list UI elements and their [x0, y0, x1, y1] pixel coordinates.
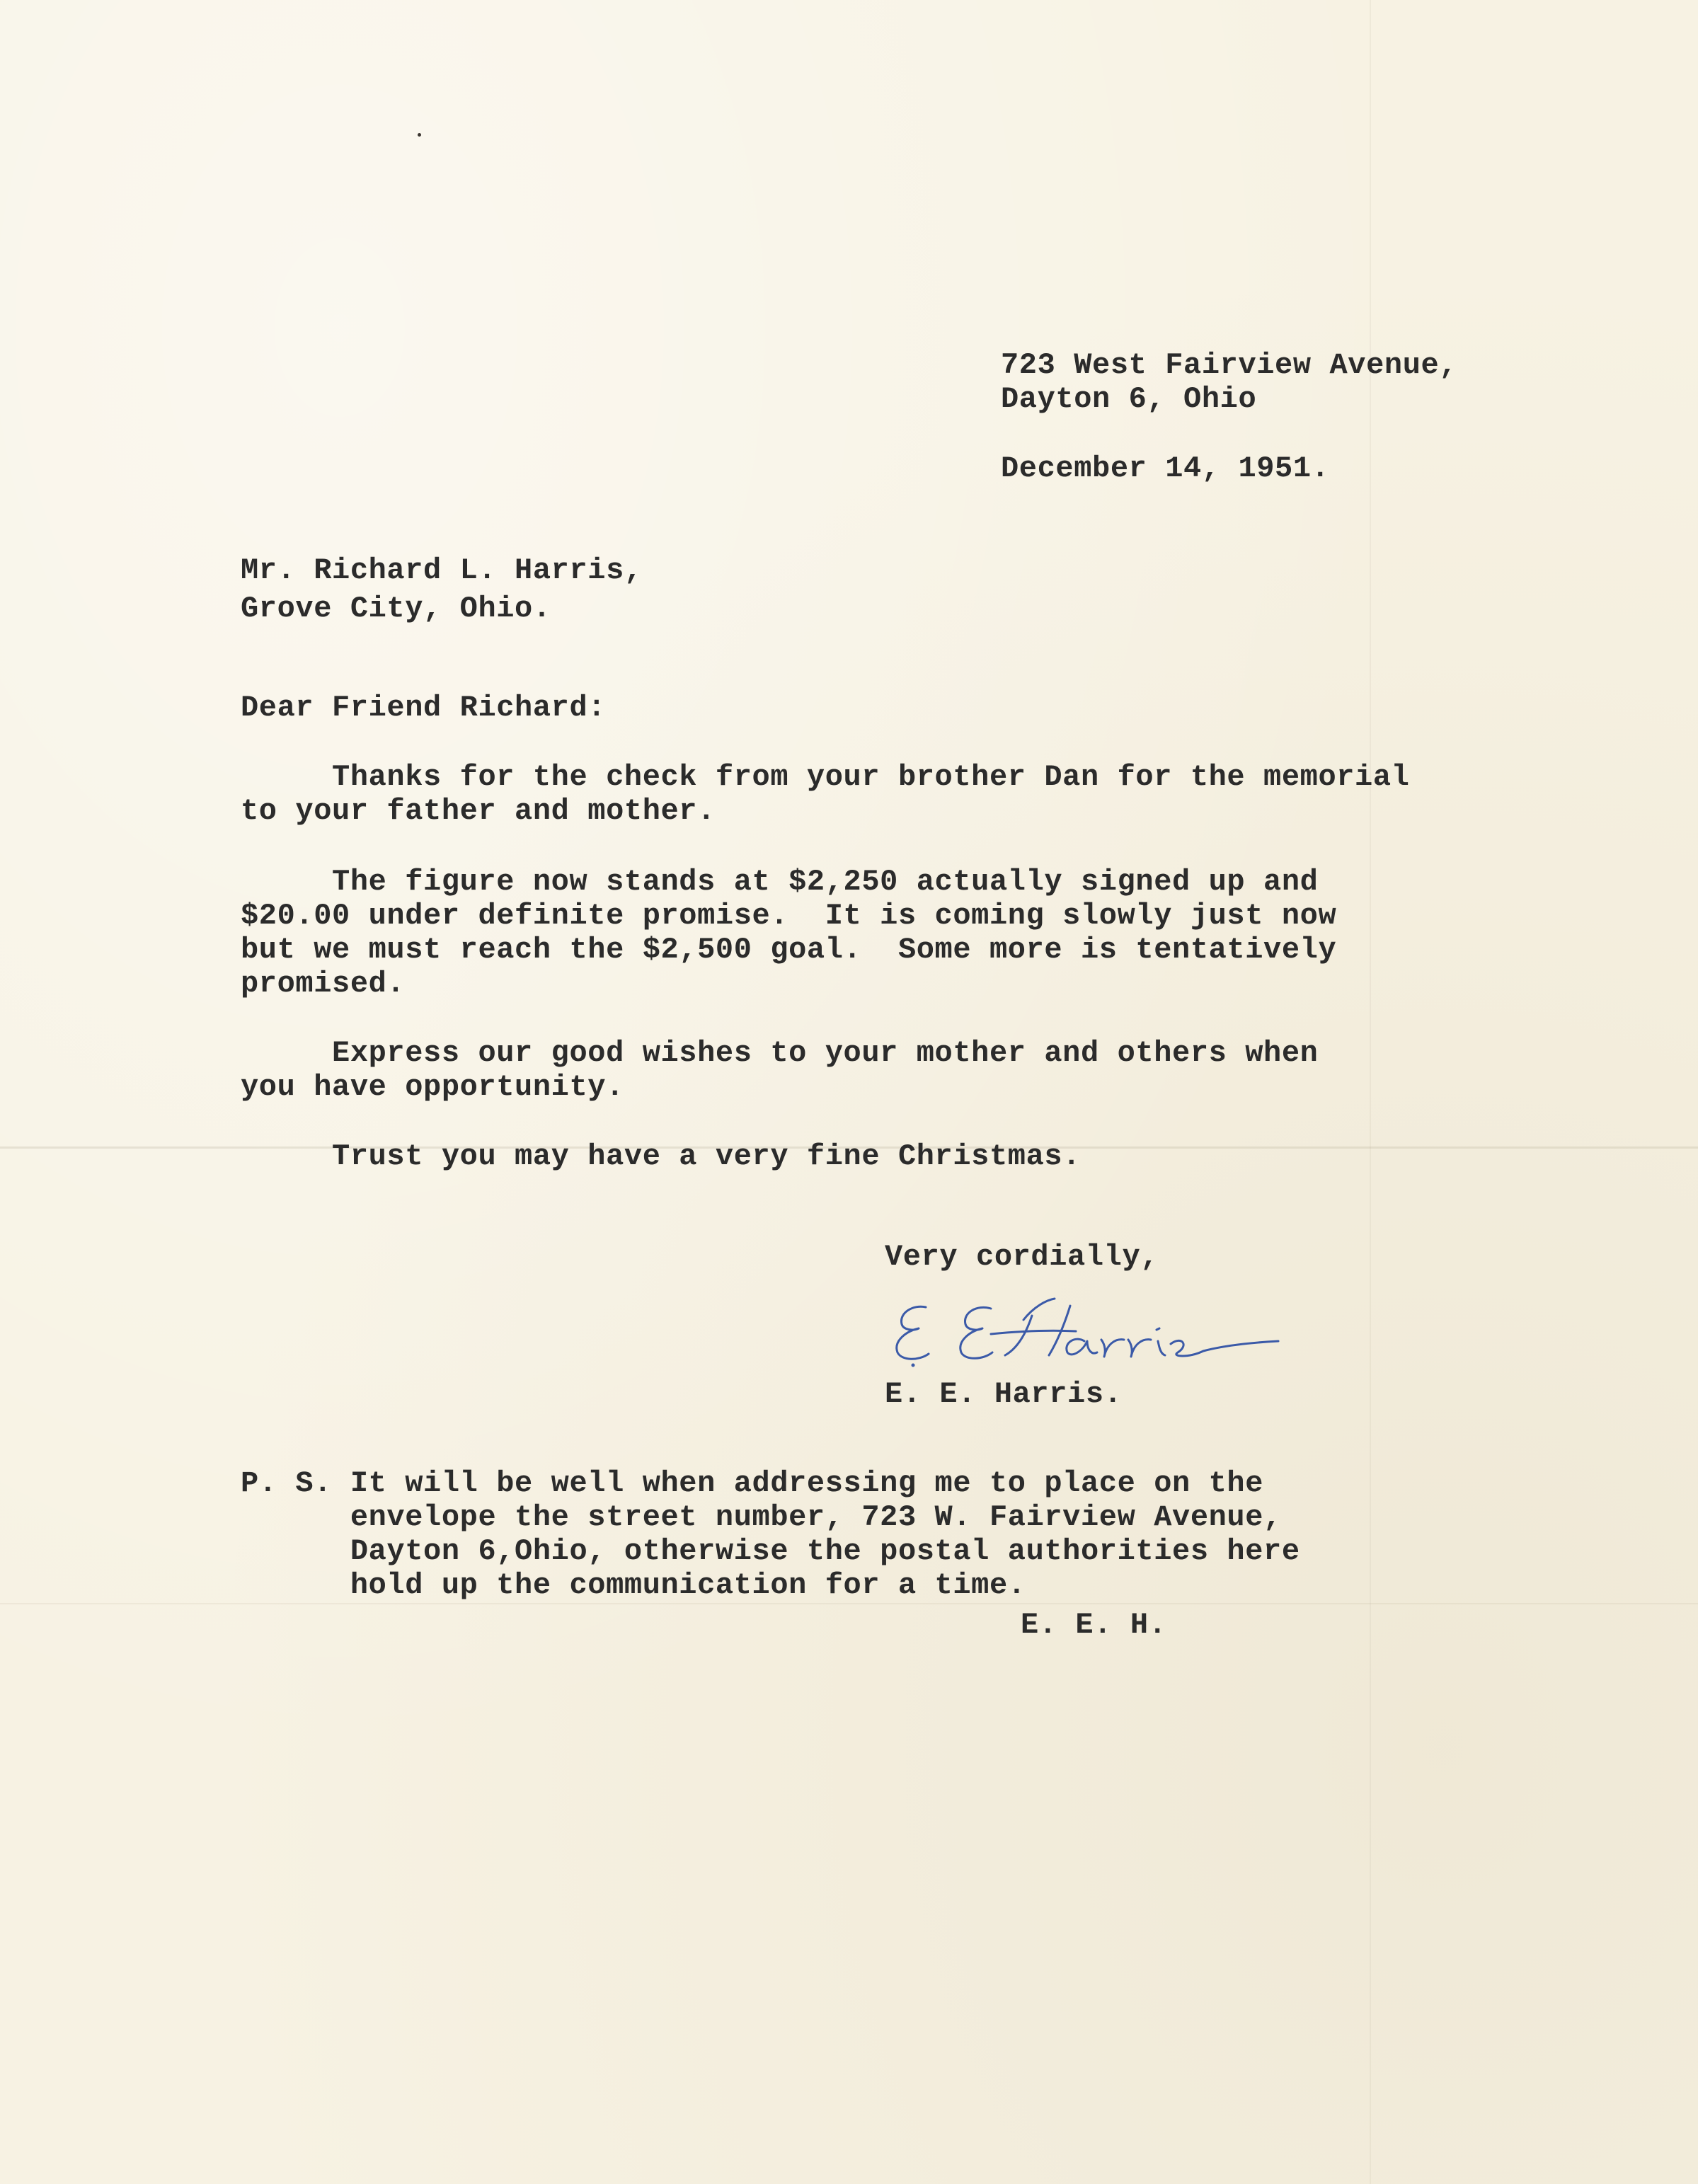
- paragraph-line: Thanks for the check from your brother Dan for the memorial: [241, 760, 1410, 794]
- paragraph-line: but we must reach the $2,500 goal. Some more is tentatively: [241, 933, 1337, 967]
- paragraph-line: promised.: [241, 967, 406, 1001]
- salutation: Dear Friend Richard:: [241, 691, 607, 725]
- paragraph-line: Trust you may have a very fine Christmas.: [241, 1139, 1081, 1173]
- postscript-line: hold up the communication for a time.: [241, 1568, 1026, 1602]
- postscript-line: P. S. It will be well when addressing me to place on the: [241, 1466, 1264, 1500]
- body-paragraph: [241, 1139, 1081, 1173]
- paragraph-line: you have opportunity.: [241, 1070, 624, 1104]
- fold-line: [0, 1603, 1698, 1604]
- postscript: [241, 1466, 1300, 1602]
- paragraph-line: to your father and mother.: [241, 794, 716, 828]
- body-paragraph: [241, 760, 1409, 828]
- typed-signature: E. E. Harris.: [885, 1377, 1123, 1411]
- postscript-line: envelope the street number, 723 W. Fairview Avenue,: [241, 1500, 1282, 1534]
- recipient-name: Mr. Richard L. Harris,: [241, 553, 643, 587]
- postscript-initials: E. E. H.: [1021, 1608, 1167, 1642]
- fold-line: [1370, 0, 1371, 2184]
- paragraph-line: $20.00 under definite promise. It is coming slowly just now: [241, 899, 1337, 933]
- sender-address-line1: 723 West Fairview Avenue,: [1001, 348, 1458, 382]
- body-paragraph: [241, 1036, 1318, 1104]
- letter-date: December 14, 1951.: [1001, 452, 1330, 485]
- recipient-city: Grove City, Ohio.: [241, 592, 551, 626]
- body-paragraph: [241, 865, 1336, 1001]
- paragraph-line: Express our good wishes to your mother and others when: [241, 1036, 1319, 1070]
- paragraph-line: The figure now stands at $2,250 actually signed up and: [241, 865, 1319, 899]
- postscript-line: Dayton 6,Ohio, otherwise the postal authorities here: [241, 1534, 1300, 1568]
- closing: Very cordially,: [885, 1240, 1159, 1274]
- sender-address-line2: Dayton 6, Ohio: [1001, 382, 1257, 416]
- paper-speck: [418, 133, 421, 137]
- handwritten-signature: [885, 1292, 1394, 1369]
